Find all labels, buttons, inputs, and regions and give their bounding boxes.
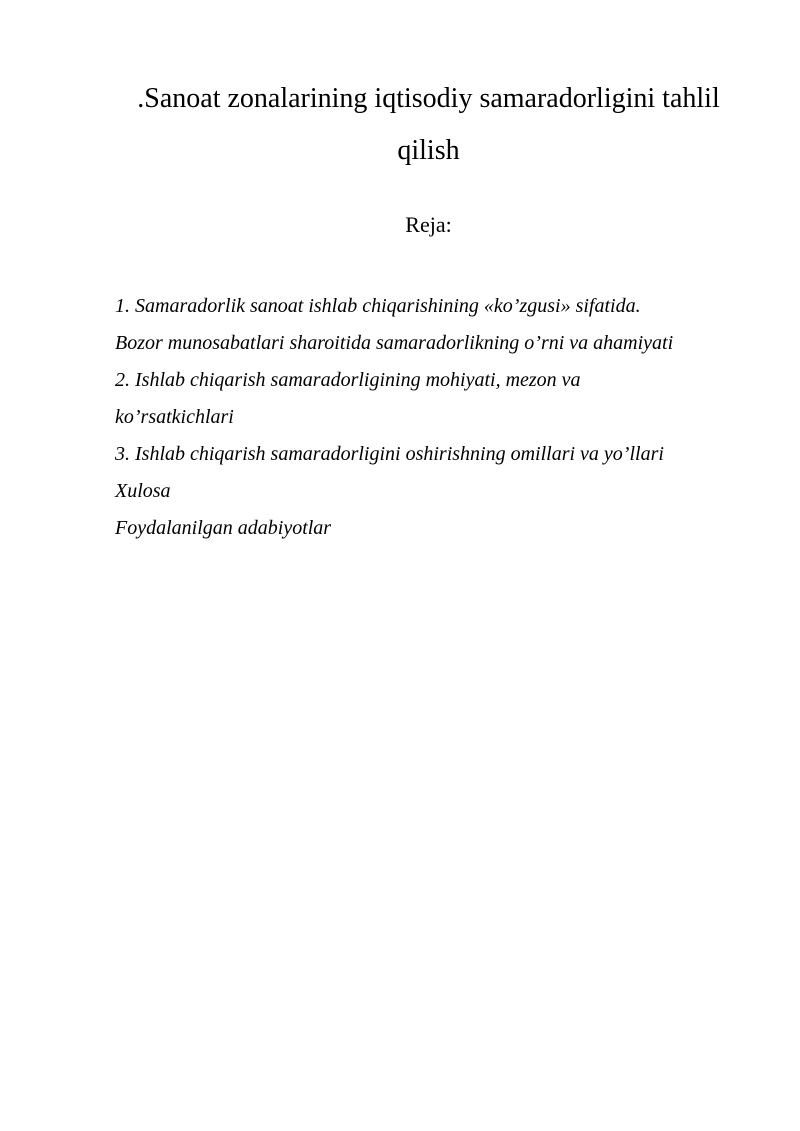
document-title <box>100 73 757 177</box>
toc-item-2: 2. Ishlab chiqarish samaradorligining mohiyati, mezon va <box>115 369 581 391</box>
plan-heading: Reja: <box>405 212 452 237</box>
table-of-contents <box>115 288 755 547</box>
document-title-line-1: .Sanoat zonalarining iqtisodiy samaradorligini tahlil <box>137 83 720 114</box>
toc-item-1: 1. Samaradorlik sanoat ishlab chiqarishining «ko’zgusi» sifatida. <box>115 295 641 317</box>
document-title-line-2: qilish <box>397 135 460 166</box>
toc-item-conclusion: Xulosa <box>115 480 171 502</box>
toc-item-1-continued: Bozor munosabatlari sharoitida samaradorlikning o’rni va ahamiyati <box>115 332 674 354</box>
toc-item-references: Foydalanilgan adabiyotlar <box>115 517 332 539</box>
toc-item-3: 3. Ishlab chiqarish samaradorligini oshirishning omillari va yo’llari <box>115 443 664 465</box>
toc-item-2-continued: ko’rsatkichlari <box>115 406 234 428</box>
